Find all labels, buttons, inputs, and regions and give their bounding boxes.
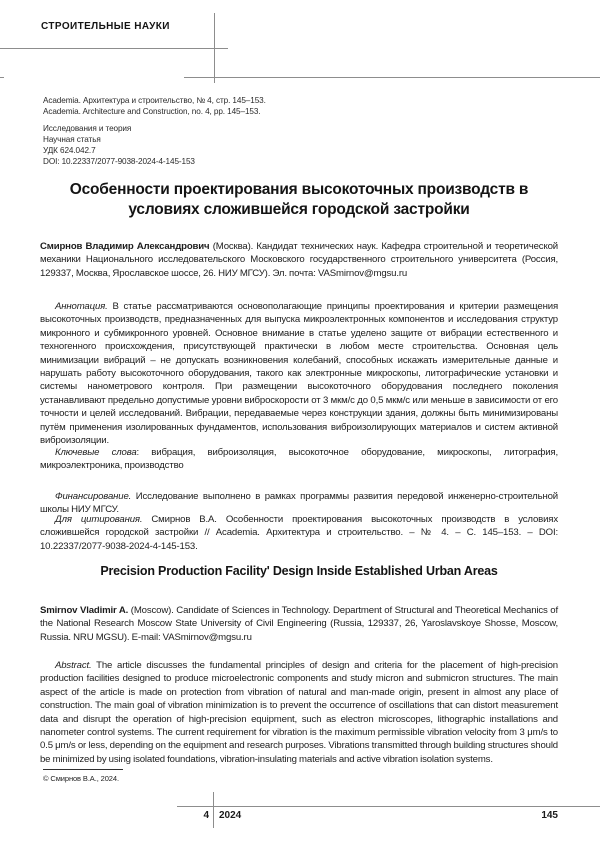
keywords-label: Ключевые слова	[55, 447, 137, 458]
funding-text: Исследование выполнено в рамках программы развития передовой инженерно-строительной школы НИУ МГСУ.	[40, 491, 558, 516]
footnote-rule	[43, 769, 123, 770]
journal-line-ru: Academia. Архитектура и строительство, № 4, стр. 145–153.	[43, 96, 266, 105]
author-info-en	[40, 604, 558, 644]
author-details-ru: (Москва). Кандидат технических наук. Кафедра строительной и теоретической механики Национального исследовательского Московского государственного строительного университета (Россия, 129337, Москва, Ярославское шоссе, 26. НИУ МГСУ). Эл. почта: VASmirnov@mgsu.ru	[40, 241, 558, 279]
left-margin-tick	[0, 77, 4, 78]
author-info-ru	[40, 240, 558, 280]
top-right-rule	[184, 77, 600, 78]
citation-label: Для цитирования.	[55, 514, 143, 525]
udk-label: УДК 624.042.7	[43, 146, 96, 155]
footer-rule	[177, 806, 600, 807]
annotation-label: Аннотация.	[55, 301, 108, 312]
article-title-en: Precision Production Facility' Design Inside Established Urban Areas	[100, 564, 498, 578]
author-name-ru: Смирнов Владимир Александрович	[40, 241, 210, 252]
journal-reference-block	[43, 95, 558, 117]
footer-issue-number: 4	[203, 810, 209, 821]
author-details-en: (Moscow). Candidate of Sciences in Technology. Department of Structural and Theoretical Mechanics of the National Research Moscow State University of Civil Engineering (Russia, 129337, 26, Yaroslavskoye Shosse, Moscow, Russia. NRU MGSU). E-mail: VASmirnov@mgsu.ru	[40, 605, 559, 643]
funding-label: Финансирование.	[55, 491, 132, 502]
journal-line-en: Academia. Architecture and Construction, no. 4, pp. 145–153.	[43, 107, 261, 116]
abstract-paragraph	[40, 659, 558, 766]
author-name-en: Smirnov Vladimir A.	[40, 605, 129, 616]
abstract-label: Abstract.	[55, 660, 92, 671]
annotation-paragraph	[40, 300, 558, 447]
abstract-text: The article discusses the fundamental principles of design and criteria for the placement of high-precision production facilities designed to produce microelectronic components and study micron and submicron structures. The main aspect of the article is made on protection from vibration of natural and man-made origin, present in almost any place of construction. The main goal of vibration minimization is to prevent the occurrence of oscillations that can distort measurement data and disrupt the operation of high-precision equipment, such as electron microscopes, lithographic installations and nanometer control systems. The current requirement for vibration is the maximum permissible vibration velocity from 3 μm/s to 0.5 μm/s or less, depending on the equipment and research purposes. Vibrations transmitted through building structures should be minimized by using isolated foundations, vibration-insulating materials and active vibration isolation systems.	[40, 660, 558, 765]
section-label: Исследования и теория	[43, 124, 132, 133]
footer-year: 2024	[219, 810, 242, 821]
annotation-text: В статье рассматриваются основополагающие принципы проектирования и критерии размещения высокоточных производств, предназначенных для выпуска микроэлектронных компонентов и исследования структур микронного и субмикронного уровней. Основное внимание в статье уделено защите от вибрации естественного и техногенного происхождения, присутствующей практически в любом месте строительства. Основная цель минимизации вибраций – не допускать возникновения колебаний, способных искажать измерительные данные и нарушать работу высокоточного оборудования, такого как электронные микроскопы, литографические установки и системы нанометрового контроля. При размещении высокоточного оборудования последнего поколения устанавливают предельно допустимые уровни виброскорости от 3 мкм/с до 0,5 мкм/с или меньше в зависимости от его точности и целей исследований. Вибрации, передаваемые через конструкции здания, должны быть минимизированы путём применения изолированных фундаментов, использования виброизолирующих материалов и систем активной виброизоляции.	[40, 301, 558, 447]
rubric-label: СТРОИТЕЛЬНЫЕ НАУКИ	[41, 21, 170, 32]
footer-vertical-rule	[213, 792, 214, 828]
article-type-label: Научная статья	[43, 135, 101, 144]
keywords-text: : вибрация, виброизоляция, высокоточное оборудование, микроскопы, литография, микроэлектроника, производство	[40, 447, 558, 472]
top-vertical-rule	[214, 13, 215, 83]
copyright-footnote: © Смирнов В.А., 2024.	[43, 774, 119, 783]
footer-page-number: 145	[541, 810, 558, 821]
keywords-paragraph	[40, 446, 558, 473]
article-meta-block	[43, 123, 558, 167]
article-title-ru: Особенности проектирования высокоточных производств в условиях сложившейся городской застройки	[69, 181, 529, 218]
citation-text: Смирнов В.А. Особенности проектирования высокоточных производств в условиях сложившейся городской застройки // Academia. Архитектура и строительство. – № 4. – С. 145–153. – DOI: 10.22337/2077-9038-2024-4-145-153.	[40, 514, 559, 552]
doi-label: DOI: 10.22337/2077-9038-2024-4-145-153	[43, 157, 195, 166]
citation-paragraph	[40, 513, 558, 553]
top-left-rule	[0, 48, 228, 49]
